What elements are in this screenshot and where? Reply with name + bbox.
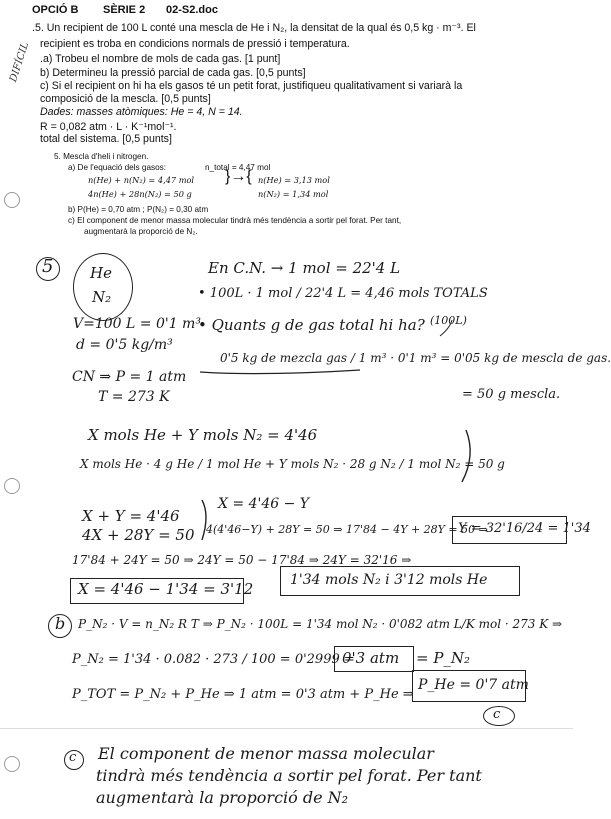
hand-text3: augmentarà la proporció de N₂	[96, 788, 349, 807]
solution-c1: c) El component de menor massa molecular tindrà més tendència a sortir pel forat. Per tant,	[68, 216, 402, 225]
hand-num5: 5	[42, 256, 54, 277]
hand-quants: • Quants g de gas total hi ha?	[198, 316, 425, 334]
solution-b: b) P(He) = 0,70 atm ; P(N₂) = 0,30 atm	[68, 205, 209, 214]
hand-sys1: X mols He + Y mols N₂ = 4'46	[88, 426, 318, 444]
hand-pn2: P_N₂ · V = n_N₂ R T ⇒ P_N₂ · 100L = 1'34 mol N₂ · 0'082 atm L/K mol · 273 K ⇒	[78, 617, 563, 631]
hand-x1: X + Y = 4'46	[82, 507, 180, 525]
hand-v: V=100 L = 0'1 m³	[73, 316, 201, 332]
margin-note-dificil: DIFÍCIL	[8, 40, 32, 84]
question-a: .a) Trobeu el nombre de mols de cada gas. [1 punt]	[40, 53, 281, 65]
hand-xbox: X = 4'46 − 1'34 = 3'12	[78, 580, 254, 598]
hand-cn: CN ⇒ P = 1 atm	[72, 369, 187, 385]
question-c2: composició de la mescla. [0,5 punts]	[40, 93, 211, 105]
question-line-1: .5. Un recipient de 100 L conté una mescla de He i N₂, la densitat de la qual és 0,5 kg · m⁻³. El	[32, 22, 476, 34]
hand-ansbox: 1'34 mols N₂ i 3'12 mols He	[290, 572, 488, 588]
hand-text2: tindrà més tendència a sortir pel forat. Per tant	[96, 766, 482, 785]
hand-frac1: 0'5 kg de mezcla gas / 1 m³ · 0'1 m³ = 0'05 kg de mescla de gas.	[220, 351, 611, 365]
hand-t: T = 273 K	[98, 389, 170, 405]
hand-note100: (100L)	[430, 314, 467, 327]
hand-x2: 4X + 28Y = 50	[82, 526, 195, 544]
question-total: total del sistema. [0,5 punts]	[40, 133, 172, 145]
header-opcio: OPCIÓ B	[32, 4, 79, 16]
hand-pbox: 0'3 atm	[342, 649, 400, 667]
header-file: 02-S2.doc	[166, 4, 218, 16]
solution-ntotal: n_total = 4,47 mol	[205, 163, 271, 172]
hand-l3: 17'84 + 24Y = 50 ⇒ 24Y = 50 − 17'84 ⇒ 24Y = 32'16 ⇒	[72, 553, 412, 567]
hand-peq: = P_N₂	[416, 649, 471, 667]
hand-encn: En C.N. → 1 mol = 22'4 L	[208, 259, 401, 277]
hand-n2: N₂	[92, 288, 112, 306]
hand-xsub: X = 4'46 − Y	[218, 496, 310, 512]
hand-ptot: P_TOT = P_N₂ + P_He ⇒ 1 atm = 0'3 atm + P_He ⇒	[72, 687, 414, 702]
solution-res1: n(He) = 3,13 mol	[258, 175, 330, 185]
question-dades: Dades: masses atòmiques: He = 4, N = 14.	[40, 106, 243, 118]
hand-b-label: b	[55, 614, 66, 633]
solution-eq1: n(He) + n(N₂) = 4,47 mol	[88, 175, 195, 185]
hand-he: He	[90, 264, 112, 282]
hand-sys2: X mols He · 4 g He / 1 mol He + Y mols N₂ · 28 g N₂ / 1 mol N₂ = 50 g	[80, 457, 505, 471]
hand-d: d = 0'5 kg/m³	[76, 337, 173, 353]
question-c1: c) Si el recipient on hi ha els gasos té un petit forat, justifiqueu qualitativament si variarà la	[40, 80, 463, 92]
solution-a-label: a) De l'equació dels gasos:	[68, 163, 167, 172]
hand-calc1: • 100L · 1 mol / 22'4 L = 4,46 mols TOTALS	[198, 286, 488, 301]
solution-res2: n(N₂) = 1,34 mol	[258, 189, 329, 199]
question-b: b) Determineu la pressió parcial de cada gas. [0,5 punts]	[40, 67, 306, 79]
hand-phebox: P_He = 0'7 atm	[418, 677, 529, 693]
hand-cpage: c	[493, 707, 501, 722]
solution-c2: augmentarà la proporció de N₂.	[84, 227, 198, 236]
hand-ybox: Y = 32'16/24 = 1'34	[458, 521, 591, 536]
hand-text1: El component de menor massa molecular	[98, 744, 434, 763]
hand-res50: = 50 g mescla.	[462, 387, 561, 402]
solution-bracket-arrow: }→{	[225, 168, 252, 185]
header-serie: SÈRIE 2	[103, 4, 146, 16]
question-r: R = 0,082 atm · L · K⁻¹mol⁻¹.	[40, 121, 177, 133]
hand-pn2b: P_N₂ = 1'34 · 0.082 · 273 / 100 = 0'2999 =	[72, 652, 355, 667]
question-line-2: recipient es troba en condicions normals de pressió i temperatura.	[40, 38, 350, 50]
hand-c-label: c	[69, 750, 77, 765]
solution-eq2: 4n(He) + 28n(N₂) = 50 g	[88, 189, 192, 199]
solution-title: 5. Mescla d'heli i nitrogen.	[54, 152, 149, 161]
hand-xexp: 4(4'46−Y) + 28Y = 50 ⇒ 17'84 − 4Y + 28Y = 50 ⇒	[206, 523, 488, 536]
